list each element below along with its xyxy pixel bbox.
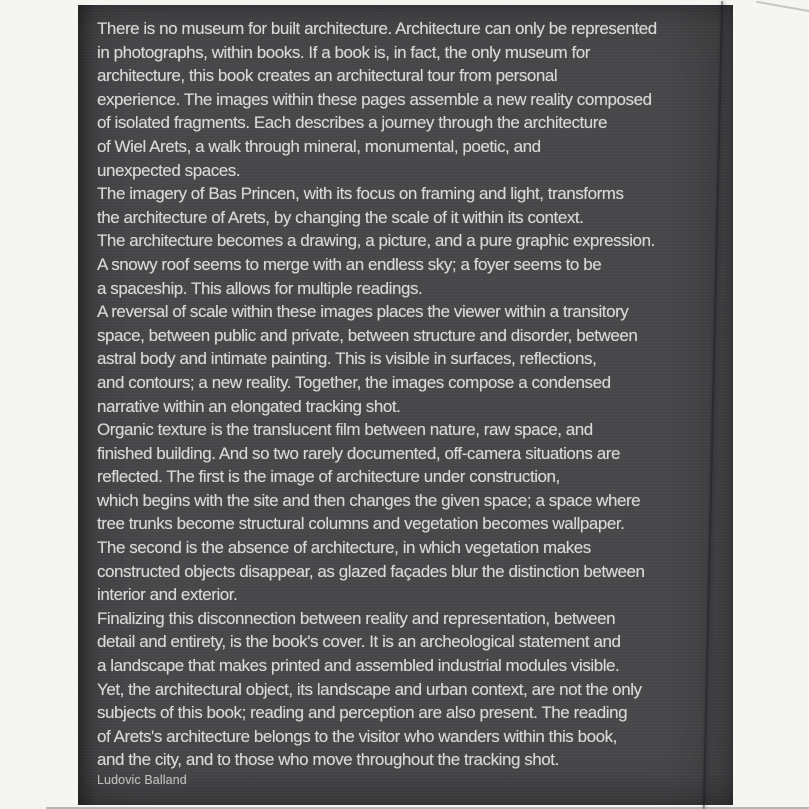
text-line: The second is the absence of architecture, in which vegetation makes	[97, 538, 591, 558]
book-cover-panel	[78, 5, 733, 805]
text-line: Organic texture is the translucent film between nature, raw space, and	[97, 420, 593, 440]
text-line: Finalizing this disconnection between reality and representation, between	[97, 608, 616, 628]
credit-line: Ludovic Balland	[97, 773, 187, 787]
text-line: interior and exterior.	[97, 585, 238, 605]
text-line: unexpected spaces.	[97, 160, 241, 180]
text-line: detail and entirety, is the book's cover. It is an archeological statement and	[97, 632, 621, 652]
text-line: of Wiel Arets, a walk through mineral, monumental, poetic, and	[97, 136, 541, 156]
text-line: narrative within an elongated tracking shot.	[97, 396, 401, 416]
text-line: a landscape that makes printed and assembled industrial modules visible.	[97, 656, 620, 676]
scan-crease-mark	[756, 1, 809, 13]
text-line: and the city, and to those who move throughout the tracking shot.	[97, 750, 559, 770]
text-line: finished building. And so two rarely documented, off-camera situations are	[97, 443, 620, 463]
text-line: tree trunks become structural columns and vegetation becomes wallpaper.	[97, 514, 625, 534]
text-line: in photographs, within books. If a book is, in fact, the only museum for	[97, 42, 590, 62]
cover-fold-line	[703, 1, 723, 809]
text-line: Yet, the architectural object, its landscape and urban context, are not the only	[97, 679, 642, 699]
text-line: A reversal of scale within these images places the viewer within a transitory	[97, 302, 629, 322]
text-line: of Arets's architecture belongs to the visitor who wanders within this book,	[97, 726, 617, 746]
text-line: The architecture becomes a drawing, a picture, and a pure graphic expression.	[97, 231, 655, 251]
text-line: There is no museum for built architecture. Architecture can only be represented	[97, 19, 657, 38]
text-line: astral body and intimate painting. This is visible in surfaces, reflections,	[97, 349, 597, 369]
cover-text-block	[97, 17, 657, 772]
text-line: the architecture of Arets, by changing the scale of it within its context.	[97, 207, 584, 227]
text-line: space, between public and private, between structure and disorder, between	[97, 325, 638, 345]
text-line: which begins with the site and then changes the given space; a space where	[97, 490, 641, 510]
text-line: reflected. The first is the image of architecture under construction,	[97, 467, 560, 487]
text-line: and contours; a new reality. Together, the images compose a condensed	[97, 372, 611, 392]
text-line: experience. The images within these pages assemble a new reality composed	[97, 89, 652, 109]
text-line: architecture, this book creates an architectural tour from personal	[97, 66, 558, 86]
text-line: a spaceship. This allows for multiple readings.	[97, 278, 423, 298]
text-line: A snowy roof seems to merge with an endless sky; a foyer seems to be	[97, 254, 602, 274]
text-line: constructed objects disappear, as glazed façades blur the distinction between	[97, 561, 645, 581]
text-line: of isolated fragments. Each describes a journey through the architecture	[97, 113, 608, 133]
text-line: subjects of this book; reading and perception are also present. The reading	[97, 703, 628, 723]
text-line: The imagery of Bas Princen, with its focus on framing and light, transforms	[97, 184, 624, 204]
